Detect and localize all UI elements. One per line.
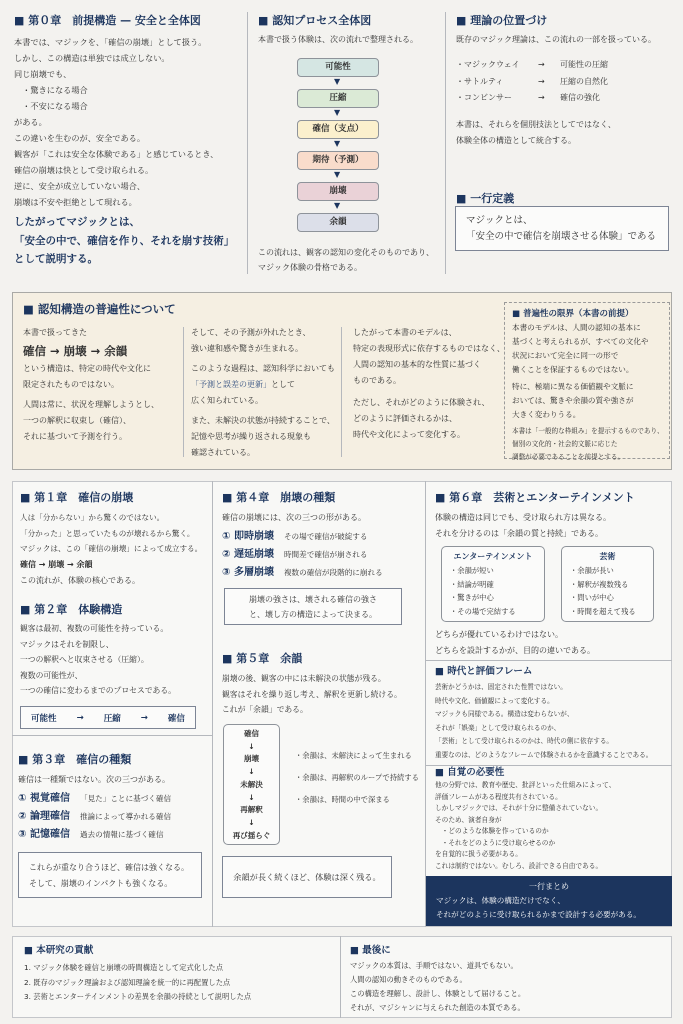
text-line: また、未解決の状態が持続することで、 (191, 416, 335, 425)
text-line: 限定されたものではない。 (23, 380, 119, 389)
contribution-title: ■ 本研究の貢献 (24, 942, 334, 956)
arrow-down-icon: ▼ (334, 77, 341, 86)
arrow-down-icon: ▼ (334, 170, 341, 179)
theory-item (456, 74, 678, 91)
text-line: ・余韻は、再解釈のループで持続する (295, 773, 419, 782)
theory-item-target: 圧縮の自然化 (560, 76, 608, 86)
final-title: ■ 最後に (350, 942, 665, 956)
awareness-title: ■ 自覚の必要性 (435, 767, 670, 779)
process-title: ■ 認知プロセス全体図 (258, 12, 443, 28)
chapter-4 (222, 489, 422, 582)
text-line: 記憶や思考が繰り返される現象も (191, 432, 311, 441)
theory-item (456, 90, 678, 107)
text-line: ・余韻が長い (570, 566, 614, 575)
text-line: 確信 (244, 729, 259, 738)
definition-title: ■ 一行定義 (456, 190, 514, 206)
chapter-5-flow (223, 724, 280, 845)
era-title: ■ 時代と評価フレーム (435, 665, 670, 678)
text-line: 3. 芸術とエンターテインメントの差異を余韻の持続として説明した点 (24, 992, 252, 1001)
text-line: 一つの確信に変わるまでのプロセスである。 (20, 686, 176, 695)
final-section (350, 942, 665, 1015)
text-block (436, 894, 662, 922)
entertainment-box (441, 546, 545, 622)
text-block (456, 117, 678, 149)
text-line: 崩壊の後、観客の中には未解決の状態が残る。 (222, 674, 386, 683)
art-box (561, 546, 654, 622)
text-line: ただし、それがどのように体験され、 (353, 398, 490, 407)
text-line: 人間の認知の基本的な性質に基づく (353, 360, 481, 369)
type-description: 過去の情報に基づく確信 (79, 830, 164, 839)
process-section (258, 12, 443, 45)
theory-item-arrow: → (538, 60, 545, 69)
text-line: ↓ (248, 817, 255, 827)
text-line: ・解釈が複数残る (570, 579, 629, 589)
type-name: ② 論理確信 (18, 811, 70, 822)
text-line: ・余韻が短い (450, 566, 494, 575)
text-block (435, 780, 670, 872)
text-line: 崩壊は不安や拒絶として現れる。 (14, 197, 137, 207)
text-line: ↓ (248, 767, 255, 777)
theory-item-name: ・コンビンサー (456, 93, 512, 102)
text-line: 本書では、マジックを、「確信の崩壊」として扱う。 (14, 37, 207, 47)
summary-title: 一行まとめ (529, 882, 569, 891)
text-block (23, 397, 188, 445)
text-line: そして、崩壊のインパクトも強くなる。 (29, 878, 173, 888)
text-line: マジックはそれを制限し、 (20, 639, 114, 649)
text-line: 時代や文化、価値観によって変化する。 (435, 696, 554, 705)
text-line: ・結論が明確 (450, 579, 494, 589)
text-line: ・驚きが中心 (450, 593, 494, 602)
text-line: 確認されている。 (191, 448, 255, 457)
theory-item-target: 確信の強化 (560, 93, 600, 102)
text-line: 一つの解釈に収束し（確信）、 (23, 416, 131, 425)
type-name: ① 視覚確信 (18, 793, 70, 804)
arrow-right-icon: → (76, 712, 84, 723)
text-line: どのように評価されるかは、 (353, 414, 457, 423)
type-description: 「見た」ことに基づく確信 (79, 794, 172, 803)
text-line: マジックの本質は、手順ではない、道具でもない。 (350, 961, 518, 970)
definition-box (455, 206, 669, 251)
text-line: 状況において完全に同一の形で (512, 351, 619, 360)
text-block (20, 621, 210, 699)
text-line: 人間の認知の動きそのものである。 (350, 975, 467, 984)
text-line: 強い違和感や驚きが生まれる。 (191, 344, 303, 353)
text-line: しかしマジックでは、それが十分に整備されていない。 (435, 804, 603, 812)
chapter-5-note (222, 856, 392, 898)
type-name: ③ 多層崩壊 (222, 567, 274, 578)
text-line: 芸術かどうかは、固定された性質ではない。 (435, 683, 567, 691)
type-item (222, 564, 422, 582)
chapter-1 (20, 489, 210, 588)
text-block (570, 564, 645, 618)
text-block (24, 961, 334, 1005)
text-line: ・その場で完結する (450, 606, 516, 616)
text-line: ものである。 (353, 376, 401, 385)
type-description: 複数の確信が段階的に崩れる (283, 568, 383, 577)
theory-title: ■ 理論の位置づけ (456, 12, 678, 28)
text: 本書で扱ってきた (23, 328, 87, 337)
text-line: として説明する。 (14, 253, 98, 265)
text-line: 崩壊 (244, 754, 259, 764)
text-line: マジックも同様である。構造は変わらないが、 (435, 710, 574, 718)
text-line: 「芸術」として受け取られるのかは、時代の側に依存する。 (435, 737, 614, 745)
theory-item-name: ・サトルティ (456, 76, 504, 86)
text: 確信の崩壊には、次の三つの形がある。 (222, 513, 366, 522)
text-line: ・それをどのように受け取らせるのか (435, 838, 556, 847)
text-line: がある。 (14, 117, 47, 127)
text: 余韻が長く続くほど、体験は深く残る。 (233, 871, 381, 882)
era-section (435, 665, 670, 762)
text-line: どちらを設計するかが、目的の違いである。 (435, 645, 595, 655)
text-line: 観客は最初、複数の可能性を持っている。 (20, 624, 169, 633)
text-line: それが「娯楽」として受け取られるのか、 (435, 723, 561, 732)
process-intro: 本書で扱う体験は、次の流れで整理される。 (258, 35, 418, 44)
text-block (295, 745, 419, 811)
process-step: 期待（予測） (297, 151, 379, 170)
arrow-down-icon: ▼ (334, 201, 341, 210)
text-line: 人は「分からない」から驚くのではない。 (20, 513, 165, 522)
chapter-6-title: ■ 第６章 芸術とエンターテインメント (435, 489, 670, 505)
text-line: どちらが優れているわけではない。 (435, 630, 563, 639)
text-line: ・どのような体験を作っているのか (435, 827, 549, 835)
theory-intro: 既存のマジック理論は、この流れの一部を扱っている。 (456, 35, 656, 44)
process-step: 余韻 (297, 213, 379, 232)
text-block (512, 425, 662, 464)
text-block (222, 671, 422, 718)
chapter-0 (14, 12, 246, 269)
text-line: そのため、演者自身が (435, 815, 502, 824)
text-line: 一つの解釈へと収束させる（圧縮）。 (20, 655, 149, 664)
text-line: これが「余韻」である。 (222, 705, 308, 714)
chapter-2-title: ■ 第２章 体験構造 (20, 601, 210, 617)
text-line: ・余韻は、時間の中で深まる (295, 795, 390, 804)
universal-section (12, 292, 672, 470)
text-line: 体験の構造は同じでも、受け取られ方は異なる。 (435, 513, 611, 522)
text-line: それがどのように受け取られるかまで設計する必要がある。 (436, 910, 642, 919)
chapter-2-flow-box (20, 706, 196, 729)
universal-title: ■ 認知構造の普遍性について (23, 301, 176, 317)
text: 広く知られている。 (191, 396, 263, 405)
theory-item-target: 可能性の圧縮 (560, 60, 608, 69)
type-item (222, 528, 422, 546)
text: として (271, 380, 295, 389)
text-line: マジック体験の骨格である。 (258, 263, 362, 272)
text-line: したがって本書のモデルは、 (353, 328, 457, 337)
text-block (435, 681, 670, 762)
text-line: 特に、極端に異なる価値観や文脈に (512, 382, 634, 391)
text-line: 確信の崩壊は快として受け取られる。 (14, 165, 154, 175)
text-line: ・問いが中心 (570, 593, 614, 602)
text-line: 調整が必要であることを前提とする。 (512, 453, 625, 461)
text-block (20, 510, 210, 557)
process-step: 可能性 (297, 58, 379, 77)
text: このような過程は、認知科学においても (191, 364, 335, 373)
awareness-section (435, 767, 670, 872)
type-name: ③ 記憶確信 (18, 829, 70, 840)
limit-box (504, 302, 670, 459)
text-line: しかし、この構造は単独では成立しない。 (14, 53, 170, 63)
text-line: 基づくと考えられるが、すべての文化や (512, 337, 649, 346)
text-line: おいては、驚きや余韻の質や強さが (512, 396, 634, 405)
entertainment-title: エンターテインメント (453, 552, 533, 561)
arrow-down-icon: ▼ (334, 108, 341, 117)
text-block (258, 245, 434, 275)
text: 確信は一種類ではない。次の三つがある。 (18, 775, 170, 784)
text-line: この違いを生むのが、安全である。 (14, 133, 146, 143)
text-block (435, 627, 595, 658)
text-line: ↓ (248, 792, 255, 802)
text-line: 重要なのは、どのようなフレームで体験されるかを意識することである。 (435, 750, 653, 759)
text-line: 観客はそれを繰り返し考え、解釈を更新し続ける。 (222, 689, 402, 699)
chapter-0-title: ■ 第０章 前提構造 — 安全と全体図 (14, 12, 246, 28)
summary-band (426, 876, 672, 926)
theory-section (456, 12, 678, 149)
type-description: その場で確信が破綻する (283, 532, 368, 541)
chapter-6 (435, 489, 670, 541)
text-line: 働くことを保証するものではない。 (512, 365, 634, 374)
text-line: 本書は、それらを個別技法としてではなく、 (456, 119, 616, 129)
chapter-3-title: ■ 第３章 確信の種類 (18, 751, 208, 767)
text-line: 未解決 (240, 779, 263, 789)
text-line: 観客が「これは安全な体験である」と感じているとき、 (14, 149, 219, 159)
text-line: 再び揺らぐ (232, 830, 271, 840)
text-line: と、壊し方の構造によって決まる。 (249, 609, 377, 619)
text-line: そして、その予測が外れたとき、 (191, 328, 311, 337)
arrow-right-icon: → (140, 712, 148, 723)
text-line: ・時間を超えて残る (570, 606, 636, 616)
text-line: 崩壊の強さは、壊される確信の強さ (249, 595, 377, 604)
chapter-4-note (224, 588, 402, 625)
text-line: 人間は常に、状況を理解しようとし、 (23, 400, 159, 409)
process-step: 崩壊 (297, 182, 379, 201)
limit-title: ■ 普遍性の限界（本書の前提） (512, 307, 662, 319)
type-item (222, 546, 422, 564)
text-block (14, 213, 246, 269)
flow-step: 確信 (167, 713, 185, 724)
text-line: これは制約ではない。むしろ、設計できる自由である。 (435, 861, 603, 870)
text-line: 2. 既存のマジック理論および認知理論を統一的に再配置した点 (24, 977, 231, 987)
text-block (350, 959, 665, 1015)
text-block (353, 325, 503, 389)
process-step: 確信（支点） (297, 120, 379, 139)
text-line: マジックとは、 (466, 215, 533, 226)
text-line: 「分かった」と思っていたものが壊れるから驚く。 (20, 528, 195, 538)
text: この流れが、体験の核心である。 (20, 575, 140, 585)
type-name: ① 即時崩壊 (222, 531, 274, 542)
text-line: 「安全の中で、確信を作り、それを崩す技術」 (14, 234, 235, 247)
text-line: この構造を理解し、設計し、体験として届けること。 (350, 989, 526, 998)
type-item (18, 808, 208, 826)
text-line: ↓ (248, 741, 255, 751)
text-block (191, 325, 341, 357)
text-block (450, 564, 536, 618)
highlight-term: 「予測と誤差の更新」 (191, 380, 271, 389)
universal-flow: 確信 → 崩壊 → 余韻 (23, 344, 128, 358)
text-line: マジックは、この「確信の崩壊」によって成立する。 (20, 544, 203, 553)
text-line: 本書のモデルは、人間の認知の基本に (512, 323, 641, 332)
theory-item-name: ・マジックウェイ (456, 60, 520, 69)
flow-step: 可能性 (31, 713, 57, 724)
text-line: それを分けるのは「余韻の質と持続」である。 (435, 528, 603, 538)
text-line: 本書は「一般的な枠組み」を提示するものであり、 (512, 427, 664, 435)
text-line: 個別の文化的・社会的文脈に応じた (512, 440, 618, 448)
text-block (23, 361, 188, 393)
text-block (14, 34, 246, 210)
chapter-5 (222, 650, 422, 718)
chapter-2 (20, 601, 210, 699)
text-line: 体験全体の構造として統合する。 (456, 135, 576, 145)
theory-item (456, 57, 678, 74)
type-item (18, 826, 208, 844)
chapter-5-title: ■ 第５章 余韻 (222, 650, 422, 666)
text-line: ・余韻は、未解決によって生まれる (295, 751, 412, 760)
text-line: 評価フレームがある程度共有されている。 (435, 792, 562, 801)
process-step: 圧縮 (297, 89, 379, 108)
text-line: 複数の可能性が、 (20, 670, 83, 680)
text-line: を自覚的に扱う必要がある。 (435, 850, 522, 858)
text-block (512, 380, 662, 422)
flow-step: 圧縮 (103, 713, 121, 724)
text-line: ・驚きになる場合 (14, 85, 88, 95)
chapter-1-flow: 確信 → 崩壊 → 余韻 (20, 559, 93, 569)
text-line: それが、マジシャンに与えられた創造の本質である。 (350, 1003, 525, 1012)
text-line: したがってマジックとは、 (14, 216, 140, 228)
art-title: 芸術 (599, 552, 616, 561)
text-line: この流れは、観客の認知の変化そのものであり、 (258, 248, 434, 257)
text-line: 時代や文化によって変化する。 (353, 430, 465, 439)
type-item (18, 790, 208, 808)
text-block (435, 510, 670, 541)
contribution-section (24, 942, 334, 1005)
text-line: 「安全の中で確信を崩壊させる体験」である (466, 231, 657, 242)
text-line: 再解釈 (240, 805, 263, 815)
text-block (353, 395, 503, 443)
text-line: 他の分野では、教育や歴史、批評といった仕組みによって、 (435, 781, 616, 789)
text-line: これらが重なり合うほど、確信は強くなる。 (29, 863, 189, 872)
arrow-down-icon: ▼ (334, 139, 341, 148)
text-line: 逆に、安全が成立していない場合、 (14, 181, 146, 191)
chapter-3 (18, 751, 208, 844)
text-line: という構造は、特定の時代や文化に (23, 364, 151, 373)
theory-item-arrow: → (538, 76, 545, 86)
text-line: ・不安になる場合 (14, 101, 88, 111)
type-description: 推論によって導かれる確信 (79, 812, 172, 821)
type-name: ② 遅延崩壊 (222, 549, 274, 560)
text-line: 大きく変わりうる。 (512, 410, 581, 419)
chapter-1-title: ■ 第１章 確信の崩壊 (20, 489, 210, 505)
type-description: 時間差で確信が崩される (283, 550, 368, 559)
text-line: 特定の表現形式に依存するものではなく、 (353, 344, 505, 353)
chapter-3-note (18, 852, 202, 898)
text-block (512, 321, 662, 377)
text-line: マジックは、体験の構造だけでなく、 (436, 896, 565, 905)
chapter-4-title: ■ 第４章 崩壊の種類 (222, 489, 422, 505)
text-block (191, 413, 341, 461)
text-line: 1. マジック体験を確信と崩壊の時間構造として定式化した点 (24, 963, 223, 972)
text-line: 同じ崩壊でも、 (14, 69, 72, 79)
text-line: それに基づいて予測を行う。 (23, 432, 127, 441)
theory-item-arrow: → (538, 93, 545, 102)
